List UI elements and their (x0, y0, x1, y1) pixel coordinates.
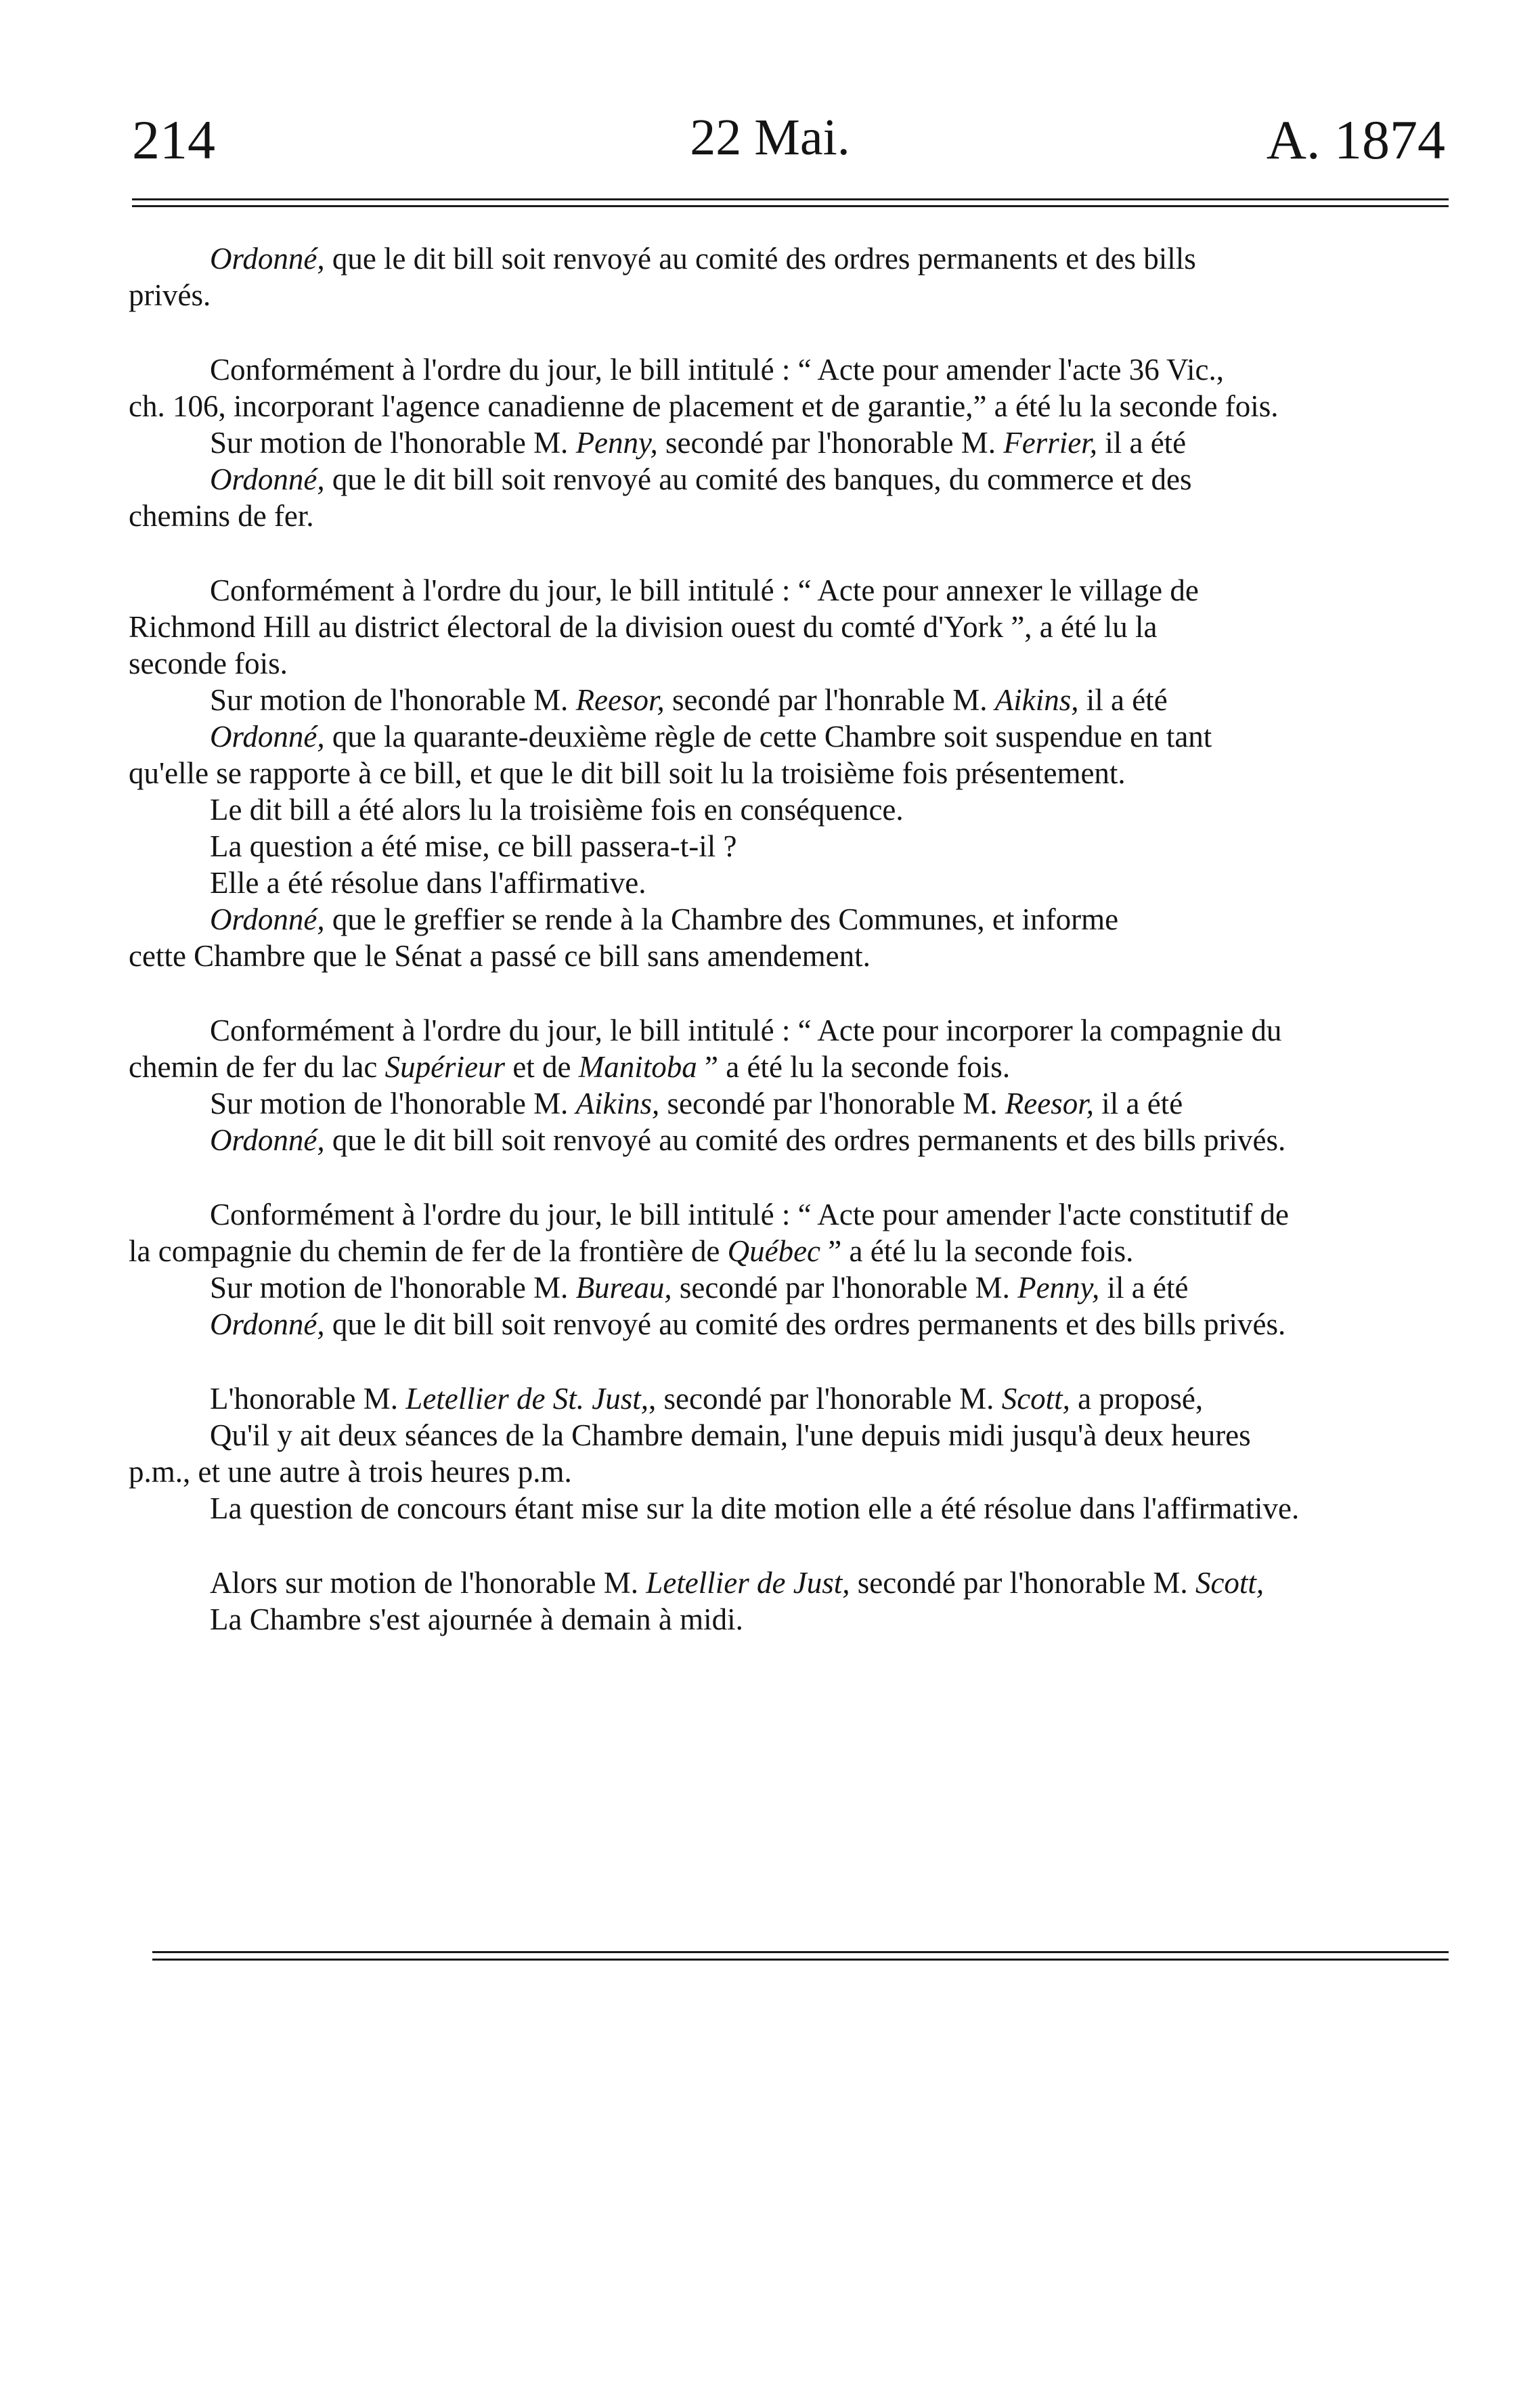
page-year: A. 1874 (1266, 109, 1445, 171)
header-rule-top (132, 198, 1449, 200)
journal-body (129, 240, 1455, 1676)
paragraph-1: Ordonné, que le dit bill soit renvoyé au comité des ordres permanents et des bills privés. (129, 242, 1196, 312)
paragraph-3: Conformément à l'ordre du jour, le bill intitulé : “ Acte pour annexer le village de Richmond Hill au district électoral de la division ouest du comté d'York ”, a été lu la seconde fois. Sur motion de l'honorable M. Reesor, secondé par l'honrable M. Aikins, il a été Ordonné, que la quarante-deuxième règle de cette Chambre soit suspendue en tant qu'elle se rapporte à ce bill, et que le dit bill soit lu la troisième fois présentement. Le dit bill a été alors lu la troisième fois en conséquence. La question a été mise, ce bill passera-t-il ? Elle a été résolue dans l'affirmative. Ordonné, que le greffier se rende à la Chambre des Communes, et informe cette Chambre que le Sénat a passé ce bill sans amendement. (129, 573, 1212, 973)
paragraph-2: Conformément à l'ordre du jour, le bill intitulé : “ Acte pour amender l'acte 36 Vic., ch. 106, incorporant l'agence canadienne de placement et de garantie,” a été lu la seconde fois. Sur motion de l'honorable M. Penny, secondé par l'honorable M. Ferrier, il a été Ordonné, que le dit bill soit renvoyé au comité des banques, du commerce et des chemins de fer. (129, 353, 1279, 533)
header-rule-bottom (132, 205, 1449, 207)
paragraph-4: Conformément à l'ordre du jour, le bill intitulé : “ Acte pour incorporer la compagnie du chemin de fer du lac Supérieur et de Manitoba ” a été lu la seconde fois. Sur motion de l'honorable M. Aikins, secondé par l'honorable M. Reesor, il a été Ordonné, que le dit bill soit renvoyé au comité des ordres permanents et des bills privés. (129, 1013, 1286, 1157)
paragraph-7: Alors sur motion de l'honorable M. Letellier de Just, secondé par l'honorable M. Scott, La Chambre s'est ajournée à demain à midi. (210, 1566, 1264, 1636)
paragraph-6: L'honorable M. Letellier de St. Just,, secondé par l'honorable M. Scott, a proposé, Qu'il y ait deux séances de la Chambre demain, l'une depuis midi jusqu'à deux heures p.m., et une autre à trois heures p.m. La question de concours étant mise sur la dite motion elle a été résolue dans l'affirmative. (129, 1382, 1300, 1525)
footer-rule-bottom (152, 1959, 1449, 1961)
ordonne-label: Ordonné, (210, 242, 325, 276)
footer-rule-top (152, 1951, 1449, 1953)
page-number: 214 (132, 109, 215, 171)
name-aikins: Aikins, (994, 683, 1079, 717)
name-penny: Penny, (575, 426, 658, 460)
page-header (0, 108, 1540, 183)
paragraph-5: Conformément à l'ordre du jour, le bill intitulé : “ Acte pour amender l'acte constitutif de la compagnie du chemin de fer de la frontière de Québec ” a été lu la seconde fois. Sur motion de l'honorable M. Bureau, secondé par l'honorable M. Penny, il a été Ordonné, que le dit bill soit renvoyé au comité des ordres permanents et des bills privés. (129, 1198, 1289, 1341)
name-reesor: Reesor, (575, 683, 665, 717)
page-date: 22 Mai. (690, 109, 850, 166)
name-ferrier: Ferrier, (1003, 426, 1097, 460)
